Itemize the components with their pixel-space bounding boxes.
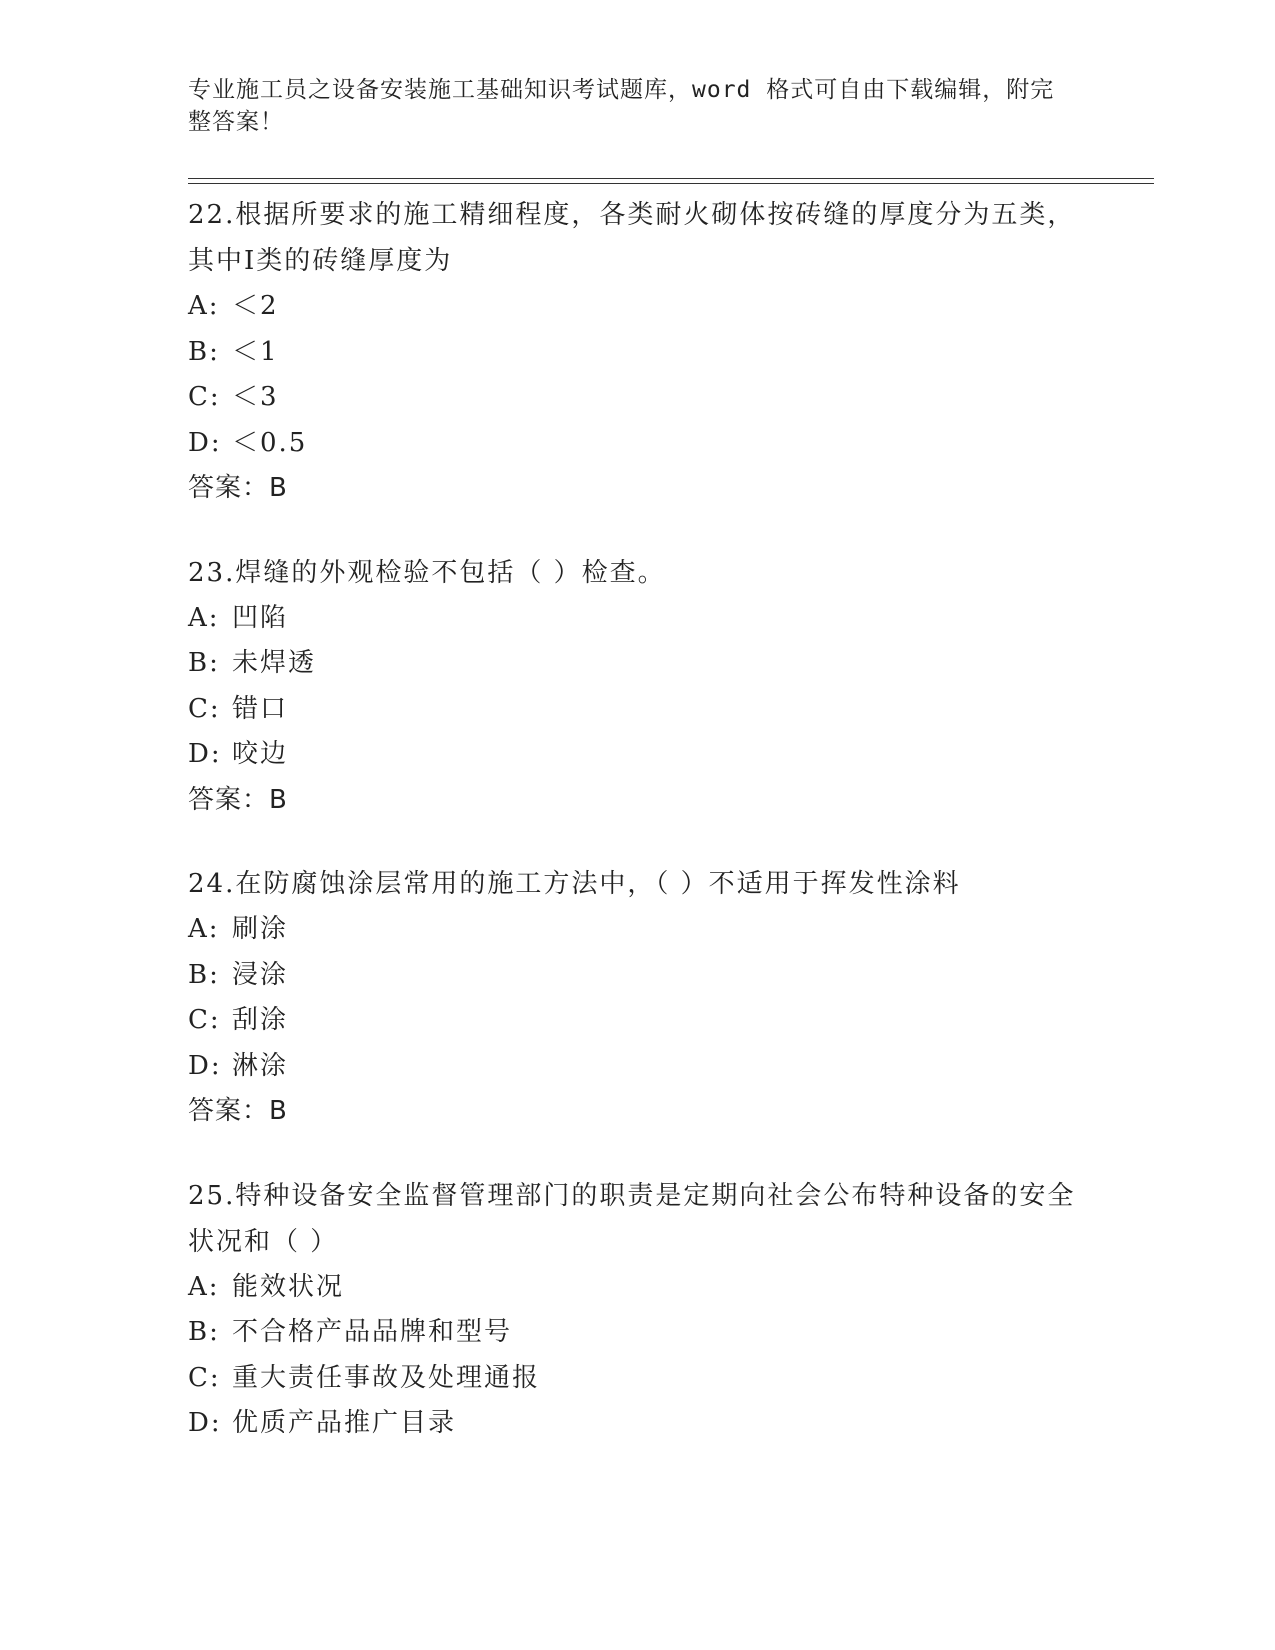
option-c xyxy=(188,998,1088,1044)
option-letter: A: xyxy=(188,291,220,321)
option-b xyxy=(188,953,1088,999)
option-letter: B: xyxy=(188,336,220,367)
answer-line: 答案：B xyxy=(188,784,288,815)
option-text: 重大责任事故及处理通报 xyxy=(232,1362,541,1393)
option-letter: B: xyxy=(188,1317,220,1347)
option-text: 未焊透 xyxy=(232,648,317,678)
question-text: 22.根据所要求的施工精细程度，各类耐火砌体按砖缝的厚度分为五类，其中Ⅰ类的砖缝厚度为 xyxy=(188,200,1076,276)
option-text: 刷涂 xyxy=(232,914,289,944)
option-letter: C: xyxy=(188,382,221,412)
option-letter: D: xyxy=(188,427,222,458)
option-letter: B: xyxy=(188,648,220,678)
option-letter: A: xyxy=(188,914,220,944)
option-letter: C: xyxy=(188,693,221,724)
answer-line: 答案：B xyxy=(188,473,288,503)
option-letter: A: xyxy=(188,602,220,633)
option-text: 凹陷 xyxy=(232,602,289,633)
question-23 xyxy=(188,550,1088,824)
option-b xyxy=(188,641,1088,687)
option-text: 能效状况 xyxy=(232,1271,345,1302)
option-letter: D: xyxy=(188,739,222,769)
option-a xyxy=(188,1265,1088,1311)
option-text: 错口 xyxy=(232,693,289,724)
header-divider-bottom xyxy=(188,183,1154,184)
option-a xyxy=(188,907,1088,953)
option-text: ＜1 xyxy=(232,336,279,367)
option-text: 咬边 xyxy=(232,739,289,769)
option-text: 淋涂 xyxy=(232,1050,289,1081)
option-text: 不合格产品品牌和型号 xyxy=(232,1317,513,1347)
option-letter: C: xyxy=(188,1005,221,1035)
question-text: 24.在防腐蚀涂层常用的施工方法中，（ ）不适用于挥发性涂料 xyxy=(188,869,961,899)
option-text: ＜2 xyxy=(232,291,279,321)
option-d xyxy=(188,1401,1088,1447)
option-b xyxy=(188,330,1088,376)
question-25 xyxy=(188,1173,1088,1447)
option-text: 优质产品推广目录 xyxy=(232,1408,457,1438)
option-d xyxy=(188,732,1088,778)
option-b xyxy=(188,1310,1088,1356)
option-d xyxy=(188,1044,1088,1090)
question-22 xyxy=(188,192,1088,512)
option-text: 浸涂 xyxy=(232,959,289,990)
question-24 xyxy=(188,861,1088,1135)
question-list xyxy=(188,192,1088,1485)
option-text: 刮涂 xyxy=(232,1005,289,1035)
question-text: 23.焊缝的外观检验不包括（ ）检查。 xyxy=(188,557,666,588)
option-letter: C: xyxy=(188,1362,221,1393)
option-letter: D: xyxy=(188,1408,222,1438)
option-d xyxy=(188,421,1088,467)
option-a xyxy=(188,284,1088,330)
header-divider-top xyxy=(188,178,1154,179)
option-letter: D: xyxy=(188,1050,222,1081)
option-c xyxy=(188,375,1088,421)
option-letter: A: xyxy=(188,1271,220,1302)
question-text: 25.特种设备安全监督管理部门的职责是定期向社会公布特种设备的安全状况和（ ） xyxy=(188,1180,1076,1257)
option-text: ＜0.5 xyxy=(232,427,308,458)
answer-line: 答案：B xyxy=(188,1096,288,1126)
document-header: 专业施工员之设备安装施工基础知识考试题库，word 格式可自由下载编辑，附完整答案！ xyxy=(188,77,1055,135)
option-c xyxy=(188,687,1088,733)
option-a xyxy=(188,596,1088,642)
option-letter: B: xyxy=(188,959,220,990)
option-text: ＜3 xyxy=(232,382,279,412)
option-c xyxy=(188,1356,1088,1402)
